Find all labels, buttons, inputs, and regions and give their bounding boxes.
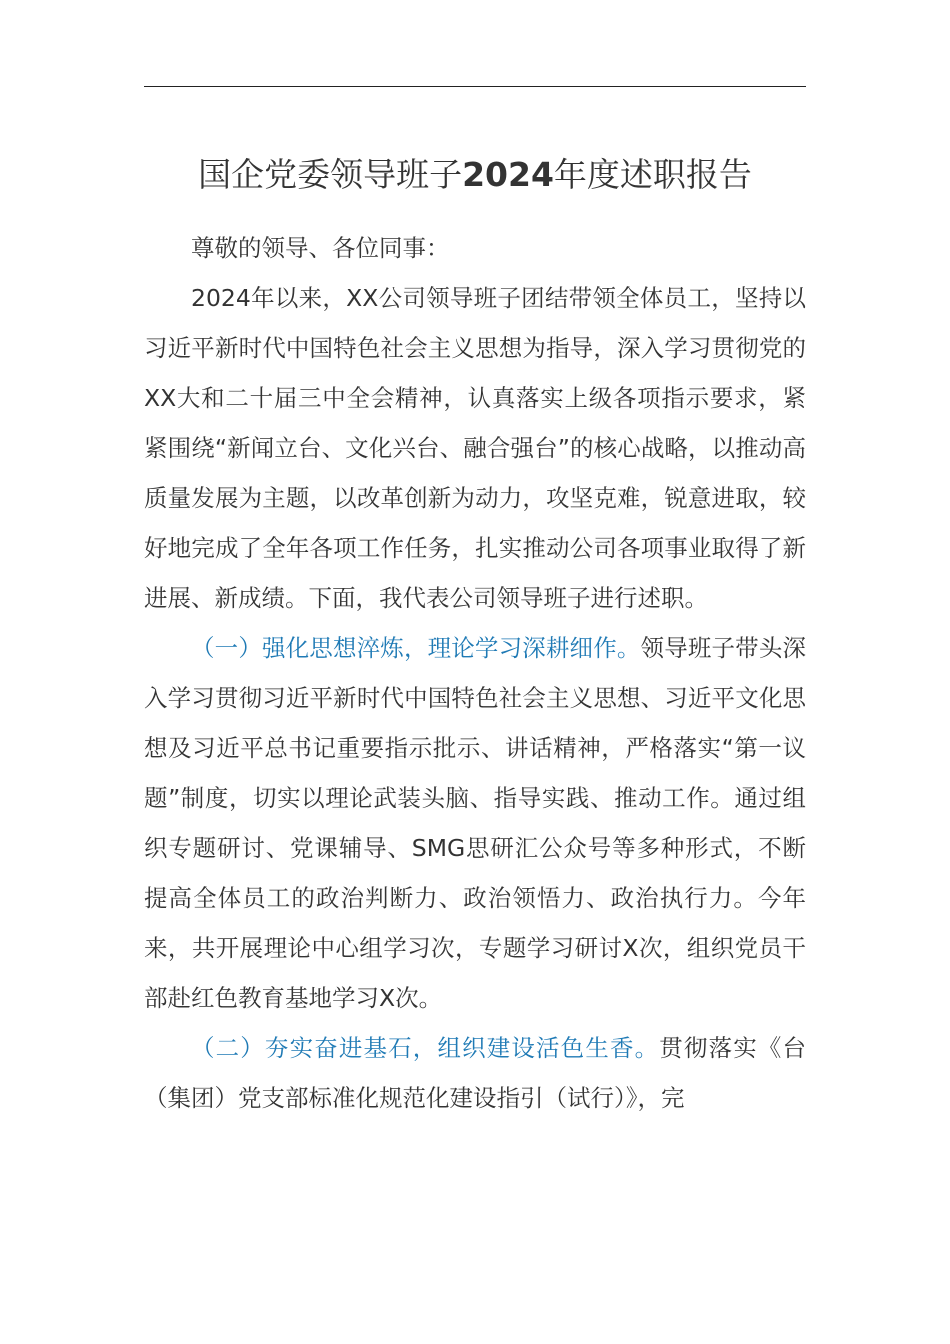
document-body xyxy=(144,223,806,1123)
title-year: 2024 xyxy=(462,155,554,194)
title-suffix: 年度述职报告 xyxy=(553,155,752,194)
section-body: 贯彻落实《台（集团）党支部标准化规范化建设指引（试行）》，完 xyxy=(144,1034,807,1112)
title-prefix: 国企党委领导班子 xyxy=(198,155,463,194)
section-paragraph xyxy=(144,1023,806,1123)
section-body: 领导班子带头深入学习贯彻习近平新时代中国特色社会主义思想、习近平文化思想及习近平总书记重要指示批示、讲话精神，严格落实“第一议题”制度，切实以理论武装头脑、指导实践、推动工作。通过组织专题研讨、党课辅导、SMG思研汇公众号等多种形式，不断提高全体员工的政治判断力、政治领悟力、政治执行力。今年来，共开展理论中心组学习次，专题学习研讨X次，组织党员干部赴红色教育基地学习X次。 xyxy=(144,634,807,1012)
salutation: 尊敬的领导、各位同事： xyxy=(191,234,450,262)
document-title xyxy=(0,150,950,200)
section-heading: （一）强化思想淬炼，理论学习深耕细作。 xyxy=(191,634,641,662)
section-heading: （二）夯实奋进基石，组织建设活色生香。 xyxy=(191,1034,660,1062)
header-rule xyxy=(144,86,806,87)
intro-paragraph: 2024年以来，XX公司领导班子团结带领全体员工，坚持以习近平新时代中国特色社会主义思想为指导，深入学习贯彻党的XX大和二十届三中全会精神，认真落实上级各项指示要求，紧紧围绕“新闻立台、文化兴台、融合强台”的核心战略，以推动高质量发展为主题，以改革创新为动力，攻坚克难，锐意进取，较好地完成了全年各项工作任务，扎实推动公司各项事业取得了新进展、新成绩。下面，我代表公司领导班子进行述职。 xyxy=(144,284,806,612)
section-paragraph xyxy=(144,623,806,1023)
